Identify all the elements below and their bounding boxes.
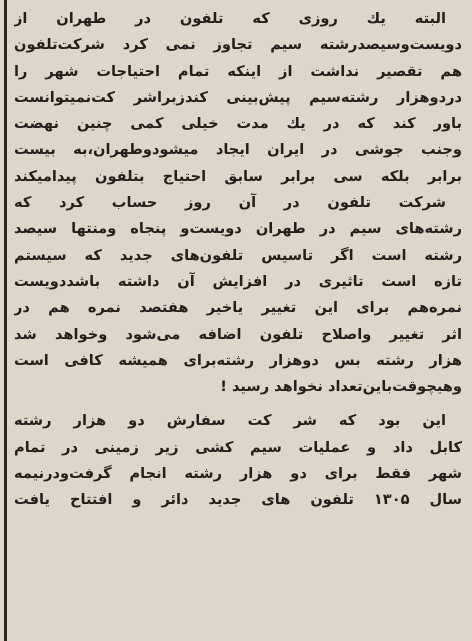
text-line: هم تقصیر نداشت از اینكه تمام احتیاجات شهر را (14, 62, 462, 80)
paragraph-1 (14, 6, 462, 190)
text-line: سال ۱۳۰۵ تلفون های جدید دائر و افتتاح یافت (14, 491, 462, 509)
text-line: هزار رشته بس دوهزار رشته‌برای همیشه كافی است (14, 351, 462, 369)
text-line: این بود كه شر كت سفارش دو هزار رشته (14, 412, 446, 430)
text-line: برابر بلكه سی برابر سابق احتیاج بتلفون پیدامیكند (14, 167, 462, 185)
text-line: نمره‌هم برای این تغییر یاخیر هفتصد نمره هم در (14, 299, 462, 317)
text-line: رشته است اگر تاسیس تلفون‌های جدید كه سیستم (14, 246, 462, 264)
text-line: دویست‌وسیصدرشته سیم تجاوز نمی کرد شركت‌تلفون (14, 36, 462, 54)
text-line: البته یك روزی كه تلفون در طهران از (14, 10, 446, 27)
paragraph-2 (14, 190, 462, 400)
text-line: دردوهزار رشته‌سیم پیش‌بینی كندزبرا‌شر كت‌نمیتوانست (14, 88, 462, 106)
text-line: رشته‌های سیم در طهران دویست‌و پنجاه ومنتها سیصد (14, 220, 462, 238)
text-line: اثر تغییر واصلاح تلفون اضافه می‌شود وخواهد شد (14, 325, 462, 343)
text-line: تازه است تاثیری در افزایش آن داشته باشددویست (14, 272, 462, 290)
text-line: باور كند كه در یك مدت خیلی كمی چنین نهضت (14, 115, 462, 133)
text-line: شركت تلفون در آن روز حساب كرد كه (14, 194, 446, 212)
paragraph-gap (14, 400, 462, 408)
text-line: وجنب جوشی در ایران ایجاد میشودوطهران،به بیست (14, 141, 462, 159)
article-column (14, 6, 462, 641)
column-rule (4, 0, 7, 641)
text-line: شهر فقط برای دو هزار رشته انجام گرفت‌ودرنیمه (14, 465, 462, 483)
text-line: كابل داد و عملیات سیم كشی زیر زمینی در تمام (14, 438, 462, 456)
text-line: وهیچوقت‌باین‌تعداد نخواهد رسید ! (220, 378, 462, 396)
paragraph-3 (14, 408, 462, 513)
